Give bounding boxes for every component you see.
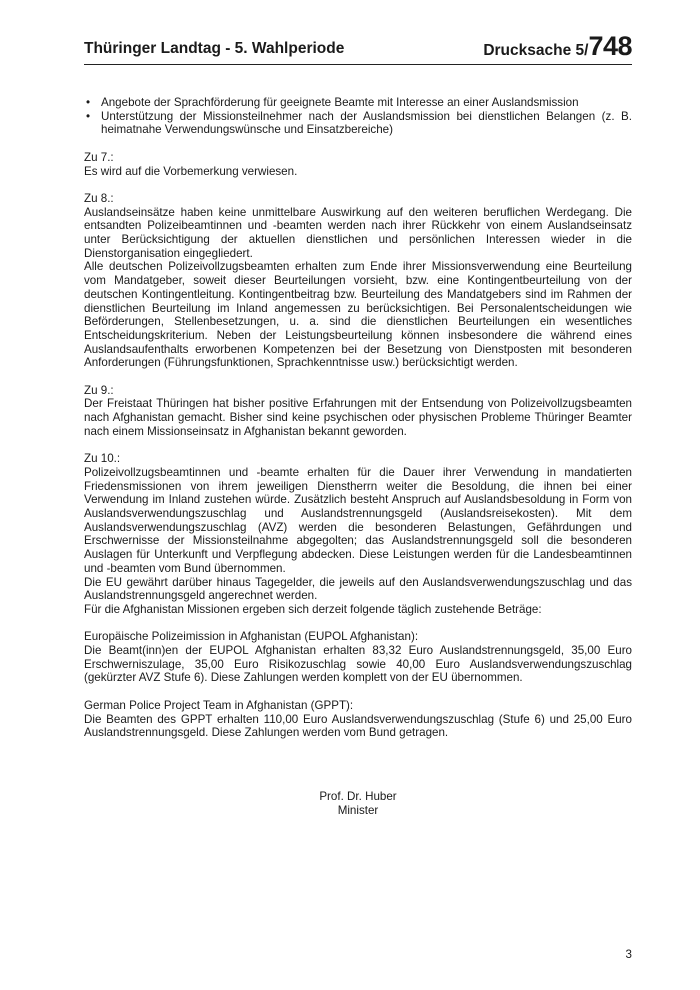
list-item [84,110,632,137]
section-paragraph: Für die Afghanistan Missionen ergeben sich derzeit folgende täglich zustehende Beträge: [84,602,542,616]
document-body [84,96,632,740]
section-zu-8 [84,192,632,370]
bullet-icon: • [86,109,91,123]
header-title: Thüringer Landtag - 5. Wahlperiode [84,40,345,57]
page-header [84,30,632,65]
section-paragraph: Die EU gewährt darüber hinaus Tagegelder, die jeweils auf den Auslandsverwendungszuschlag und das Auslandstrennungsgeld angerechnet werden. [84,575,632,603]
section-paragraph: Polizeivollzugsbeamtinnen und -beamte erhalten für die Dauer ihrer Verwendung in mandatierten Friedensmissionen von ihrem jeweiligen Dienstherrn weiter die Besoldung, die ihnen bei einer Verwendung im Inland zustehen würde. Zusätzlich besteht Anspruch auf Auslandsbesoldung in Form von Auslandsverwendungszuschlag und Auslandstrennungsgeld (Auslandsreisekosten). Mit dem Auslandsverwendungszuschlag (AVZ) werden die besonderen Belastungen, Gefährdungen und Erschwernisse der Missionsteilnahme abgegolten; das Auslandstrennungsgeld soll die besonderen Auslagen für Unterkunft und Verpflegung abdecken. Diese Leistungen werden für die Landesbeamtinnen und -beamten vom Bund übernommen. [84,465,632,575]
section-heading: Zu 9.: [84,383,114,397]
section-text: Es wird auf die Vorbemerkung verwiesen. [84,164,298,178]
section-zu-7 [84,151,632,178]
signature-name: Prof. Dr. Huber [319,790,397,803]
drucksache-label: Drucksache 5/ [483,42,589,59]
gppt-heading: German Police Project Team in Afghanistan (GPPT): [84,698,354,712]
section-zu-10 [84,452,632,740]
page-number: 3 [625,948,632,961]
section-paragraph: Alle deutschen Polizeivollzugsbeamten erhalten zum Ende ihrer Missionsverwendung eine Beurteilung vom Mandatgeber, soweit dieser Beurteilungen vorsieht, bzw. eine Kontingentbeurteilung von der deutschen Kontingentleitung. Kontingentbeitrag bzw. Beurteilung des Mandatgebers sind im Rahmen der dienstlichen Beurteilung im Inland angemessen zu berücksichtigen. Bei Personalentscheidungen wie Beförderungen, Stellenbesetzungen, u. a. sind die dienstlichen Beurteilungen ein wesentliches Entscheidungskriterium. Neben der Leistungsbeurteilung können insbesondere die während eines Auslandsaufenthalts erworbenen Kompetenzen bei der Besetzung von Dienstposten mit besonderen Anforderungen (Führungsfunktionen, Sprachkenntnisse usw.) berücksichtigt werden. [84,260,632,370]
list-item-text: Angebote der Sprachförderung für geeignete Beamte mit Interesse an einer Auslandsmission [101,96,579,109]
gppt-text: Die Beamten des GPPT erhalten 110,00 Euro Auslandsverwendungszuschlag (Stufe 6) und 25,00 Euro Auslandstrennungsgeld. Diese Zahlungen werden vom Bund getragen. [84,712,632,740]
section-heading: Zu 10.: [84,452,121,466]
signature-block [84,790,632,817]
list-item-text: Unterstützung der Missionsteilnehmer nach der Auslandsmission bei dienstlichen Belangen (z. B. heimatnahe Verwendungswünsche und Einsatzbereiche) [101,109,632,137]
signature-role: Minister [337,803,379,817]
bullet-icon: • [86,96,91,109]
eupol-text: Die Beamt(inn)en der EUPOL Afghanistan erhalten 83,32 Euro Auslandstrennungsgeld, 35,00 Euro Erschwerniszulage, 35,00 Euro Risikozuschlag sowie 40,00 Euro Auslandsverwendungszuschlag (gekürzter AVZ Stufe 6). Diese Zahlungen werden komplett von der EU übernommen. [84,644,632,685]
drucksache-number: 748 [588,31,632,61]
section-paragraph: Auslandseinsätze haben keine unmittelbare Auswirkung auf den weiteren beruflichen Werdegang. Die entsandten Polizeibeamtinnen und -beamten werden nach ihrer Rückkehr von einem Auslandseinsatz unter Berücksichtigung der aktuellen dienstlichen und persönlichen Interessen wieder in die Dienstorganisation eingegliedert. [84,205,632,260]
section-zu-9 [84,384,632,439]
section-heading: Zu 7.: [84,150,114,164]
eupol-heading: Europäische Polizeimission in Afghanistan (EUPOL Afghanistan): [84,630,419,644]
list-item [84,96,632,110]
section-text: Der Freistaat Thüringen hat bisher positive Erfahrungen mit der Entsendung von Polizeivollzugsbeamten nach Afghanistan gemacht. Bisher sind keine psychischen oder physischen Probleme Thüringer Beamter nach einem Missionseinsatz in Afghanistan bekannt geworden. [84,397,632,438]
bullet-list [84,96,632,137]
drucksache-reference [483,31,632,62]
section-heading: Zu 8.: [84,191,114,205]
